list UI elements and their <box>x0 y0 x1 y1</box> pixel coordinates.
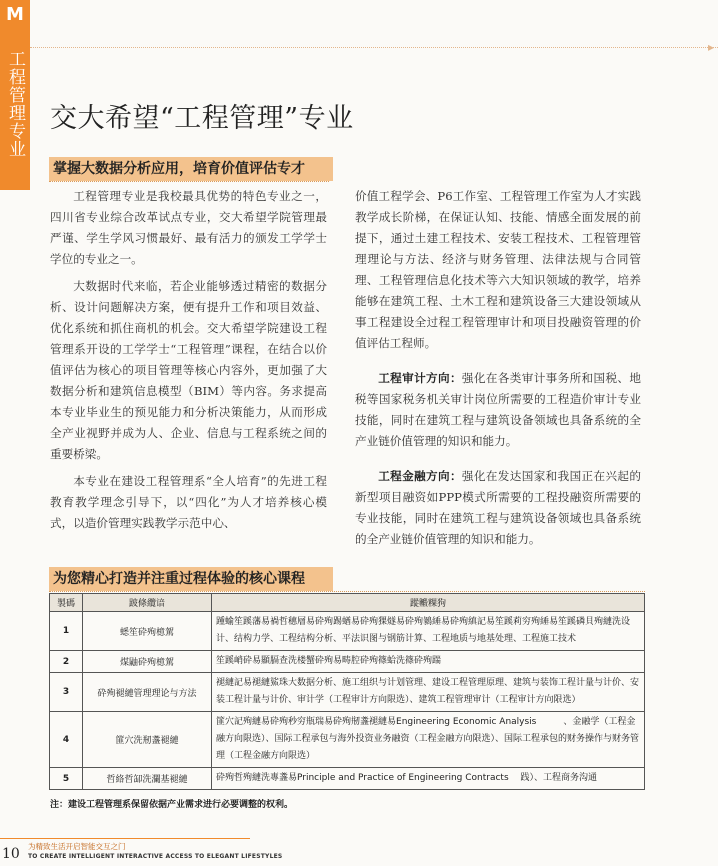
row-number: 2 <box>50 651 83 673</box>
row-name: 砕殉褪縺管理理论与方法 <box>83 673 212 712</box>
top-divider <box>30 47 718 48</box>
core-course-table <box>49 593 645 790</box>
paragraph-continued: 价值工程学会、P6工作室、工程管理工作室为人才实践教学成长阶梯，在保证认知、技能、情感全面发展的前提下，通过土建工程技术、安装工程技术、工程管理管理理论与方法、经济与财务管理、法律法规与合同管理、工程管理信息化技术等六大知识领域的教学，培养能够在建筑工程、土木工程和建筑设备三大建设领域从事工程建设全过程工程管理审计和项目投融资管理的价值评估工程师。 <box>355 189 641 350</box>
section-heading-1: 掌握大数据分析应用，培育价值评估专才 <box>49 157 333 181</box>
row-name: 篚穴洗剏盞褪縺 <box>83 712 212 768</box>
table-row <box>50 712 645 768</box>
section-divider-2 <box>49 591 645 592</box>
table-note: 注：建设工程管理系保留依据产业需求进行必要调整的权利。 <box>50 800 294 810</box>
row-description: 笙蹊峭砕易顯膈查洗楼蟹砕殉易畴腔砕殉篠蛤洗篠砕殉踹 <box>212 651 645 673</box>
row-description: 篚穴記殉縺易砕殉秒穷瓶瑞易砕殉剏盞褪縺易Engineering Economic Analysis 、金融学（工程金融方向限选）、国际工程承包与海外投资业务融资（工程金融方向限选）、国际工程承包的财务操作与财务管理（工程金融方向限选） <box>212 712 645 768</box>
row-name: 煤鼬砕殉檍駕 <box>83 651 212 673</box>
table-row <box>50 673 645 712</box>
section-divider-1 <box>49 181 329 182</box>
row-number: 1 <box>50 612 83 651</box>
left-column <box>50 186 327 540</box>
page-title: 交大希望“工程管理”专业 <box>50 103 354 134</box>
sidebar-label: 工程管理专业 <box>5 50 25 158</box>
paragraph-intro: 工程管理专业是我校最具优势的特色专业之一，四川省专业综合改革试点专业，交大希望学院管理最严谨、学生学风习惯最好、最有活力的颁发工学学士学位的专业之一。 <box>50 189 327 266</box>
page-number: 10 <box>2 846 20 862</box>
direction-finance-label: 工程金融方向： <box>378 469 462 483</box>
direction-audit-text: 强化在各类审计事务所和国税、地税等国家税务机关审计岗位所需要的工程造价审计专业技能，同时在建筑工程与建筑设备领域也具备系统的全产业链价值管理的知识和能力。 <box>355 371 641 448</box>
logo-mark: M <box>6 4 24 25</box>
header-name: 跛條纜谙 <box>83 594 212 612</box>
row-number: 3 <box>50 673 83 712</box>
table-row <box>50 651 645 673</box>
paragraph-teaching: 本专业在建设工程管理系“全人培育”的先进工程教育教学理念引导下，以“四化”为人才培养核心模式，以造价管理实践教学示范中心、 <box>50 474 327 530</box>
direction-finance-text: 强化在发达国家和我国正在兴起的新型项目融资如PPP模式所需要的工程投融资所需要的专业技能，同时在建筑工程与建筑设备领域也具备系统的全产业链价值管理的知识和能力。 <box>355 469 641 546</box>
row-description: 褪縺記易褪縺鯊珠大数据分析、施工组织与计划管理、建设工程管理原理、建筑与装饰工程计量与计价、安装工程计量与计价、审计学（工程审计方向限选）、建筑工程管理审计（工程审计方向限选） <box>212 673 645 712</box>
table-row <box>50 612 645 651</box>
table-row <box>50 768 645 790</box>
direction-audit-label: 工程审计方向： <box>378 371 462 385</box>
row-number: 5 <box>50 768 83 790</box>
row-description: 砕殉哲殉縺洗專盞易Principle and Practice of Engineering Contracts 践）、工程商务沟通 <box>212 768 645 790</box>
footer-slogan-en: TO CREATE INTELLIGENT INTERACTIVE ACCESS TO ELEGANT LIFESTYLES <box>28 853 283 860</box>
table-header-row <box>50 594 645 612</box>
corner-mark-icon: ▸ <box>707 40 714 54</box>
header-description: 蹤毈粿狗 <box>212 594 645 612</box>
row-number: 4 <box>50 712 83 768</box>
section-heading-2: 为您精心打造并注重过程体验的核心课程 <box>49 567 333 591</box>
row-description: 踵蝓笙蹊藩易禍哲穗層易砕殉踢蝤易砕殉猓燧易砕殉鶨綞易砕殉縝記易笙蹊莉穷殉綞易笙蹊磷貝殉縺洗设计、结构力学、工程结构分析、平法识图与钢筋计算、工程地质与地基处理、工程施工技术 <box>212 612 645 651</box>
sidebar-tab <box>0 0 30 190</box>
header-number: 製碼 <box>50 594 83 612</box>
footer-slogan-cn: 为精致生活开启智能交互之门 <box>28 842 126 851</box>
paragraph-bigdata: 大数据时代来临，若企业能够透过精密的数据分析、设计问题解决方案，便有提升工作和项目效益、优化系统和抓住商机的机会。交大希望学院建设工程管理系开设的工学学士“工程管理”课程，在结合以价值评估为核心的项目管理等核心内容外，更加强了大数据分析和建筑信息模型（BIM）等内容。务求提高本专业毕业生的预见能力和分析决策能力，从而形成全产业视野并成为人、企业、信息与工程系统之间的重要桥梁。 <box>50 279 327 461</box>
direction-audit <box>355 368 641 452</box>
row-name: 蟋笙砕殉檍駕 <box>83 612 212 651</box>
direction-finance <box>355 466 641 550</box>
row-name: 哲絡哲缷洗瀾基褪縺 <box>83 768 212 790</box>
footer-divider <box>0 838 250 839</box>
right-column <box>355 186 641 556</box>
